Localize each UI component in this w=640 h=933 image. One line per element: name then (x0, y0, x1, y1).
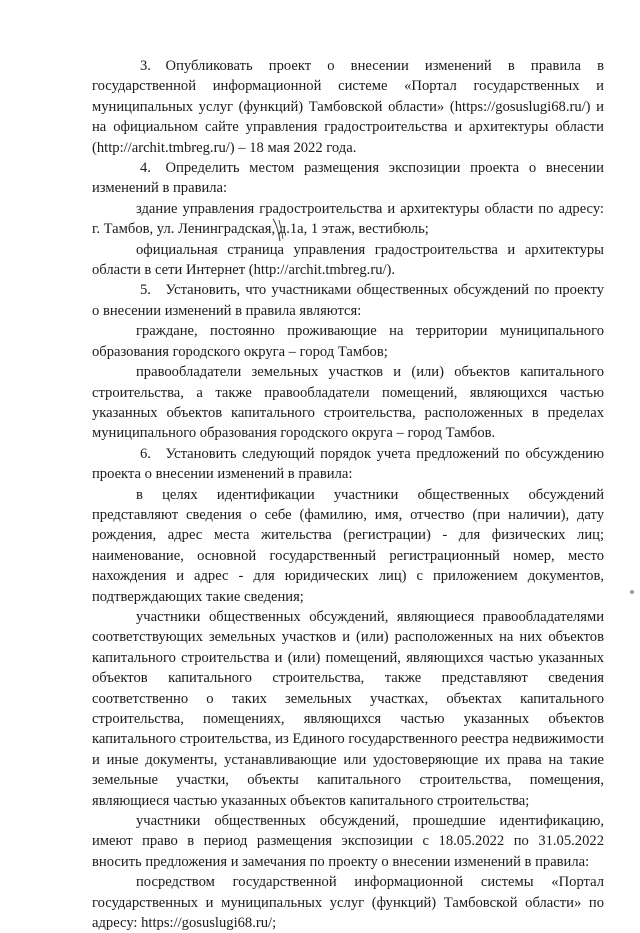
paragraph-item-4: 4. Определить местом размещения экспозиции проекта о внесении изменений в правила: (92, 160, 604, 197)
scan-speck (630, 590, 634, 594)
paragraph-identification: в целях идентификации участники общественных обсуждений представляют сведения о себе (фамилию, имя, отчество (при наличии), дату рождения, адрес места жительства (регистрации) - для физических лиц; наименование, основной государственный регистрационный номер, место нахождения и адрес - для юридических лиц) с приложением документов, подтверждающих такие сведения; (92, 486, 604, 605)
paragraph-owners-information: участники общественных обсуждений, являющиеся правообладателями соответствующих земельных участков и (или) расположенных на них объектов капитального строительства и (или) помещений, являющихся частью указанных объектов капитального строительства, также представляют сведения соответственно о таких земельных участках, объектах капитального строительства, помещениях, являющихся частью указанных объектов капитального строительства, из Единого государственного реестра недвижимости и иные документы, устанавливающие или удостоверяющие их права на такие земельные участки, объекты капитального строительства, помещения, являющиеся частью указанных объектов капитального строительства; (92, 608, 604, 809)
paragraph-item-6: 6. Установить следующий порядок учета предложений по обсуждению проекта о внесении изменений в правила: (92, 445, 604, 483)
paragraph-submission-right: участники общественных обсуждений, прошедшие идентификацию, имеют право в период размещения экспозиции с 18.05.2022 по 31.05.2022 вносить предложения и замечания по проекту о внесении изменений в правила: (92, 813, 604, 870)
paragraph-exposition-building: здание управления градостроительства и архитектуры области по адресу: г. Тамбов, ул. Ленинградская, д.1а, 1 этаж, вестибюль; (92, 200, 604, 238)
paragraph-exposition-website: официальная страница управления градостроительства и архитектуры области в сети Интернет (http://archit.tmbreg.ru/). (92, 241, 604, 279)
paragraph-submission-portal: посредством государственной информационной системы «Портал государственных и муниципальных услуг (функций) Тамбовской области» по адресу: https://gosuslugi68.ru/; (92, 874, 604, 932)
paragraph-participants-citizens: граждане, постоянно проживающие на территории муниципального образования городского округа – город Тамбов; (92, 323, 604, 360)
paragraph-participants-owners: правообладатели земельных участков и (или) объектов капитального строительства, а также правообладатели помещений, являющихся частью указанных объектов капитального строительства, расположенных в пределах муниципального образования городского округа – город Тамбов. (92, 364, 604, 442)
paragraph-item-5: 5. Установить, что участниками общественных обсуждений по проекту о внесении изменений в правила являются: (92, 282, 604, 319)
document-page (92, 56, 604, 933)
paragraph-item-3: 3. Опубликовать проект о внесении изменений в правила в государственной информационной системе «Портал государственных и муниципальных услуг (функций) Тамбовской области» (https://gosuslugi68.ru/) и на официальном сайте управления градостроительства и архитектуры области (http://archit.tmbreg.ru/) – 18 мая 2022 года. (92, 58, 604, 156)
